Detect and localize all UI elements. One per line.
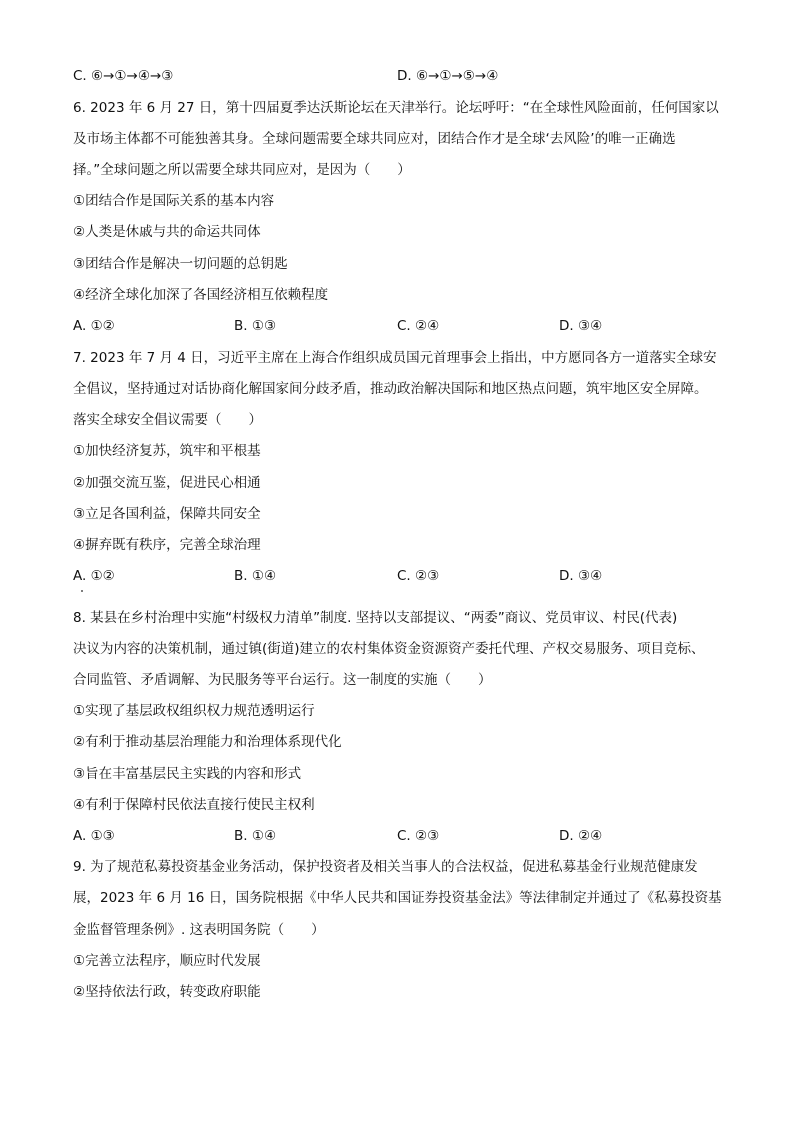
q7-item-2: ②加强交流互鉴，促进民心相通 <box>73 475 261 491</box>
q7-item-1: ①加快经济复苏，筑牢和平根基 <box>73 443 261 459</box>
q6-item-2: ②人类是休戚与共的命运共同体 <box>73 224 261 240</box>
q8-option-d: D. ②④ <box>559 828 603 844</box>
q7-stem-line-1: 7. 2023 年 7 月 4 日，习近平主席在上海合作组织成员国元首理事会上指出，中方愿同各方一道落实全球安 <box>73 350 717 366</box>
q8-stem-line-3: 合同监管、矛盾调解、为民服务等平台运行。这一制度的实施（ ） <box>73 672 492 688</box>
q7-option-c: C. ②③ <box>397 568 440 584</box>
q6-item-4: ④经济全球化加深了各国经济相互依赖程度 <box>73 287 329 303</box>
q9-stem-line-3: 金监督管理条例》. 这表明国务院（ ） <box>73 922 325 938</box>
q6-item-3: ③团结合作是解决一切问题的总钥匙 <box>73 256 288 272</box>
q9-item-1: ①完善立法程序，顺应时代发展 <box>73 953 261 969</box>
q9-stem-line-2: 展，2023 年 6 月 16 日，国务院根据《中华人民共和国证券投资基金法》等法律制定并通过了《私募投资基 <box>73 890 722 906</box>
q7-stem-line-3: 落实全球安全倡议需要（ ） <box>73 412 262 428</box>
q8-item-2: ②有利于推动基层治理能力和治理体系现代化 <box>73 734 342 750</box>
q8-item-1: ①实现了基层政权组织权力规范透明运行 <box>73 703 315 719</box>
stray-dot <box>81 590 83 592</box>
q6-option-a: A. ①② <box>73 318 115 334</box>
q9-stem-line-1: 9. 为了规范私募投资基金业务活动，保护投资者及相关当事人的合法权益，促进私募基金行业规范健康发 <box>73 859 698 875</box>
q8-stem-line-1: 8. 某县在乡村治理中实施“村级权力清单”制度. 坚持以支部提议、“两委”商议、党员审议、村民(代表) <box>73 610 678 626</box>
q6-option-d: D. ③④ <box>559 318 603 334</box>
q8-stem-line-2: 决议为内容的决策机制，通过镇(街道)建立的农村集体资金资源资产委托代理、产权交易服务、项目竞标、 <box>73 641 705 657</box>
q8-option-c: C. ②③ <box>397 828 440 844</box>
q8-item-3: ③旨在丰富基层民主实践的内容和形式 <box>73 766 302 782</box>
q7-option-b: B. ①④ <box>234 568 277 584</box>
q7-option-d: D. ③④ <box>559 568 603 584</box>
q8-option-a: A. ①③ <box>73 828 115 844</box>
q7-stem-line-2: 全倡议，坚持通过对话协商化解国家间分歧矛盾，推动政治解决国际和地区热点问题，筑牢地区安全屏障。 <box>73 381 708 397</box>
q6-stem-line-3: 择。”全球问题之所以需要全球共同应对，是因为（ ） <box>73 162 411 178</box>
q6-stem-line-2: 及市场主体都不可能独善其身。全球问题需要全球共同应对，团结合作才是全球‘去风险’的唯一正确选 <box>73 131 676 147</box>
q7-item-3: ③立足各国利益，保障共同安全 <box>73 506 261 522</box>
prev-option-c: C. ⑥→①→④→③ <box>73 68 174 84</box>
q6-stem-line-1: 6. 2023 年 6 月 27 日，第十四届夏季达沃斯论坛在天津举行。论坛呼吁：“在全球性风险面前，任何国家以 <box>73 100 719 116</box>
q7-item-4: ④摒弃既有秩序，完善全球治理 <box>73 537 261 553</box>
q6-option-b: B. ①③ <box>234 318 277 334</box>
q6-item-1: ①团结合作是国际关系的基本内容 <box>73 193 275 209</box>
q6-option-c: C. ②④ <box>397 318 440 334</box>
q8-option-b: B. ①④ <box>234 828 277 844</box>
q8-item-4: ④有利于保障村民依法直接行使民主权利 <box>73 797 315 813</box>
q7-option-a: A. ①② <box>73 568 115 584</box>
prev-option-d: D. ⑥→①→⑤→④ <box>397 68 499 84</box>
q9-item-2: ②坚持依法行政，转变政府职能 <box>73 984 261 1000</box>
